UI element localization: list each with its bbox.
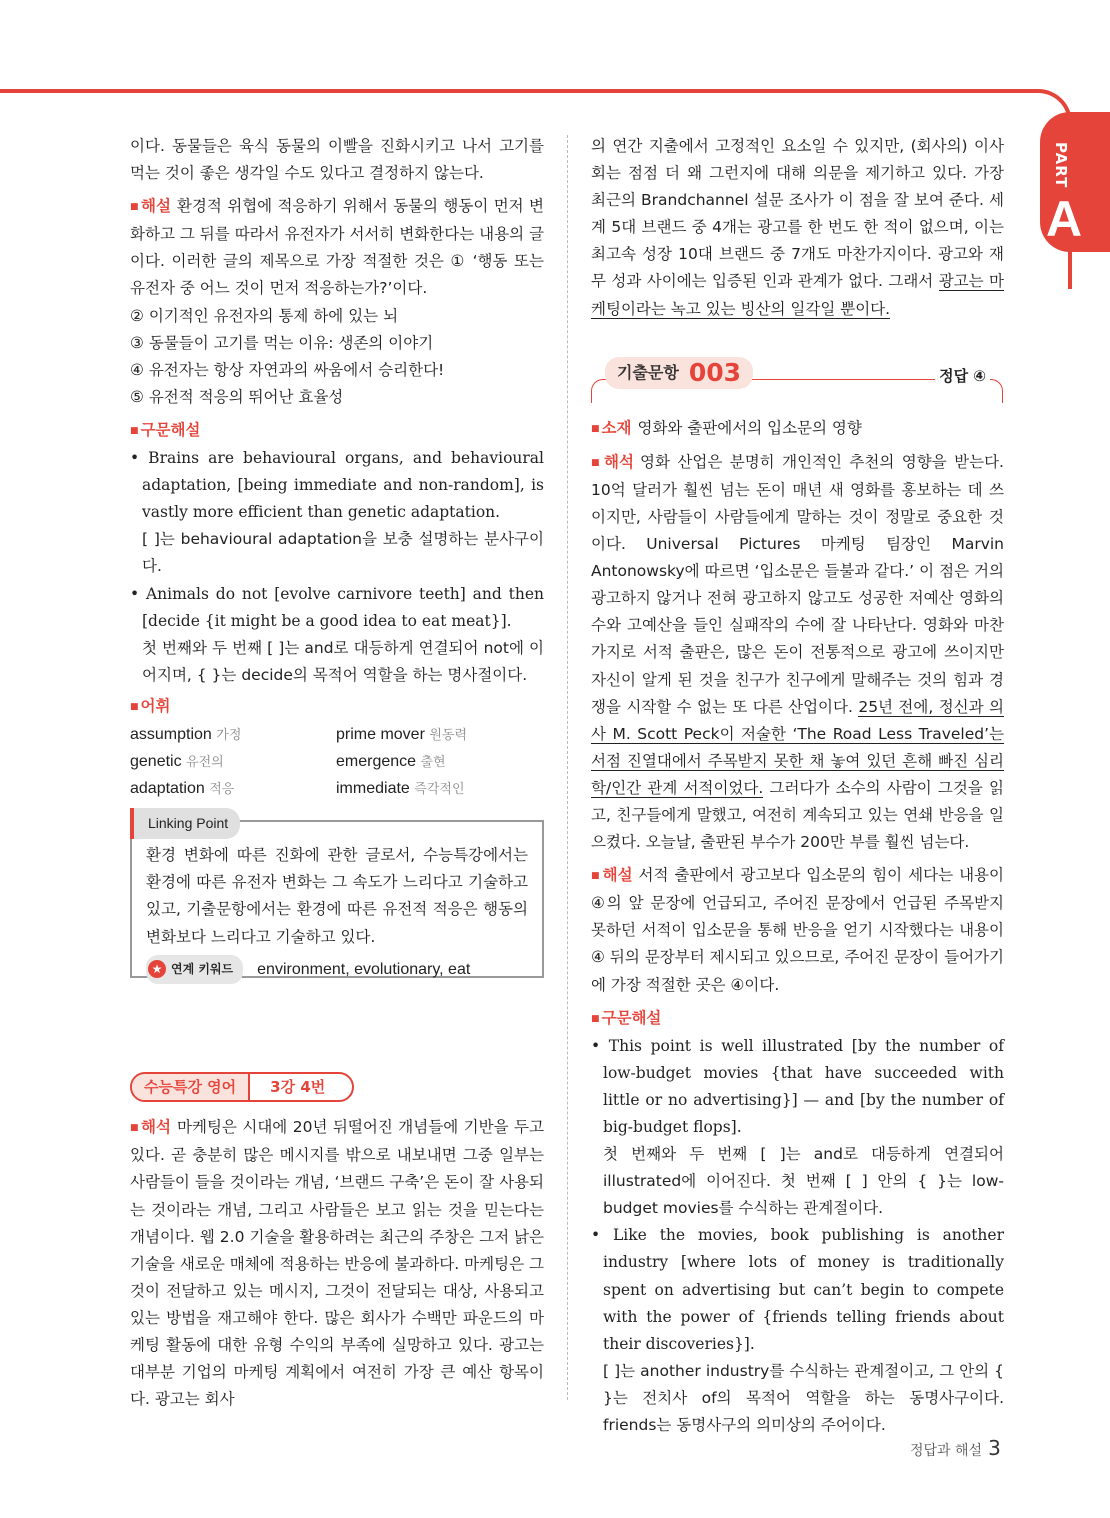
haeseol-label: ■ 해설 bbox=[130, 197, 171, 215]
haeseol-block bbox=[130, 193, 544, 302]
underlined-sentence: 25년 전에, 정신과 의사 M. Scott Peck이 저술한 ‘The Road Less Traveled’는 서점 진열대에서 주목받지 못한 채 놓여 있던 흔해 빠진 심리학/인간 관계 서적이었다. bbox=[591, 697, 1004, 797]
vocab-list bbox=[130, 721, 544, 802]
answer-label: 정답 ④ bbox=[935, 363, 990, 390]
vocab-item: genetic 유전의 bbox=[130, 753, 224, 771]
linking-point-text: 환경 변화에 따른 진화에 관한 글로서, 수능특강에서는 환경에 따른 유전자 변화는 그 속도가 느리다고 기술하고 있고, 기출문항에서는 환경에 따른 유전적 적응은 행동의 변화보다 느리다고 기술하고 있다. bbox=[146, 846, 528, 946]
haeseok-block bbox=[130, 1114, 544, 1413]
vocab-item: immediate 즉각적인 bbox=[336, 780, 465, 798]
haeseok-label: ■ 해석 bbox=[130, 1118, 171, 1136]
option-5: ⑤ 유전적 적응의 뛰어난 효율성 bbox=[130, 387, 344, 406]
vocab-label: ■ 어휘 bbox=[130, 697, 170, 715]
continued-text: 의 연간 지출에서 고정적인 요소일 수 있지만, (회사의) 이사회는 점점 더 왜 그런지에 대해 의문을 제기하고 있다. 가장 최근의 Brandchannel 설문 조사가 이 점을 잘 보여 준다. 세계 5대 브랜드 중 4개는 광고를 한 번도 한 적이 없으며, 이는 최고속 성장 10대 브랜드 중 7개도 마찬가지이다. 광고와 재무 성과 사이에는 입증된 인과 관계가 없다. 그래서 광고는 마케팅이라는 녹고 있는 빙산의 일각일 뿐이다. bbox=[591, 137, 1004, 318]
option-4: ④ 유전자는 항상 자연과의 싸움에서 승리한다! bbox=[130, 360, 445, 379]
vocab-item: adaptation 적응 bbox=[130, 780, 235, 798]
part-letter: A bbox=[1046, 191, 1083, 247]
gumun-note-1: [ ]는 behavioural adaptation을 보충 설명하는 분사구이다. bbox=[142, 530, 544, 576]
option-3: ③ 동물들이 고기를 먹는 이유: 생존의 이야기 bbox=[130, 333, 434, 352]
keyword-badge: ★ 연계 키워드 bbox=[146, 955, 243, 984]
sojae-block: ■ 소재 영화와 출판에서의 입소문의 영향 bbox=[591, 415, 1004, 443]
page-number: 3 bbox=[988, 1436, 1001, 1460]
vocab-item: assumption 가정 bbox=[130, 725, 242, 743]
option-2: ② 이기적인 유전자의 통제 하에 있는 뇌 bbox=[130, 306, 399, 325]
haeseok-text: 마케팅은 시대에 20년 뒤떨어진 개념들에 기반을 두고 있다. 곧 충분히 많은 메시지를 밖으로 내보내면 그중 일부는 사람들이 들을 것이라는 개념, ‘브랜드 구축’은 돈이 잘 사용되는 것이라는 개념, 그리고 사람들은 보고 읽는 것을 믿는다는 개념이다. 웹 2.0 기술을 활용하려는 최근의 주창은 그저 낡은 기술을 새로운 매체에 적용하는 반응에 불과하다. 마케팅은 그것이 전달하고 있는 메시지, 그것이 전달되는 대상, 사용되고 있는 방법을 재고해야 한다. 많은 회사가 수백만 파운드의 마케팅 활동에 대한 유형 수익의 부족에 실망하고 있다. 광고는 대부분 기업의 마케팅 계획에서 여전히 가장 큰 예산 항목이다. 광고는 회사 bbox=[130, 1118, 544, 1409]
haeseok-block: ■ 해석 영화 산업은 분명히 개인적인 추천의 영향을 받는다. 10억 달러가 훨씬 넘는 돈이 매년 새 영화를 홍보하는 데 쓰이지만, 사람들이 사람들에게 말하는 것이 정말로 중요한 것이다. Universal Pictures 마케팅 팀장인 Marvin Antonowsky에 따르면 ‘입소문은 들불과 같다.’ 이 점은 거의 광고하지 않거나 전혀 광고하지 않고도 성공한 저예산 영화의 수와 고예산을 들인 실패작의 수에 잘 나타난다. 영화와 마찬가지로 서적 출판은, 많은 돈이 전통적으로 광고에 쓰이지만 자신이 알게 된 것을 친구가 친구에게 말해주는 것의 힘과 경쟁을 시작할 수 없는 또 다른 산업이다. 25년 전에, 정신과 의사 M. Scott Peck이 저술한 ‘The Road Less Traveled’는 서점 진열대에서 주목받지 못한 채 놓여 있던 흔해 빠진 심리학/인간 관계 서적이었다. 그러다가 소수의 사람이 그것을 읽고, 친구들에게 말했고, 여전히 계속되고 있는 연쇄 반응을 일으켰다. 오늘날, 출판된 부수가 200만 부를 훨씬 넘는다. bbox=[591, 449, 1004, 856]
gumun-note-2: 첫 번째와 두 번째 [ ]는 and로 대등하게 연결되어 not에 이어지며, { }는 decide의 목적어 역할을 하는 명사절이다. bbox=[142, 638, 544, 684]
question-header bbox=[591, 353, 1004, 401]
gumun-sentence-2: • Animals do not [evolve carnivore teeth] and then [decide {it might be a good idea to eat meat}]. bbox=[130, 584, 544, 630]
haeseol-block: ■ 해설 서적 출판에서 광고보다 입소문의 힘이 세다는 내용이 ④의 앞 문장에 언급되고, 주어진 문장에서 언급된 주목받지 못하던 서적이 입소문을 통해 반응을 얻기 시작했다는 내용이 ④ 뒤의 문장부터 제시되고 있으므로, 주어진 문장이 들어가기에 가장 적절한 곳은 ④이다. bbox=[591, 862, 1004, 998]
keyword-text: environment, evolutionary, eat bbox=[257, 960, 471, 978]
gumun-note-2: [ ]는 another industry를 수식하는 관계절이고, 그 안의 { }는 전치사 of의 목적어 역할을 하는 동명사구이다. friends는 동명사구의 의미상의 주어이다. bbox=[603, 1361, 1004, 1435]
column-divider bbox=[567, 135, 568, 1400]
linking-point-box bbox=[130, 815, 544, 978]
gumun-label: ■ 구문해설 bbox=[591, 1009, 661, 1027]
source-book: 수능특강 영어 bbox=[132, 1074, 250, 1100]
vocab-item: prime mover 원동력 bbox=[336, 725, 468, 743]
question-number: 003 bbox=[688, 358, 742, 388]
linking-point-title: Linking Point bbox=[130, 808, 240, 839]
left-column bbox=[130, 133, 544, 1413]
haeseol-text: 환경적 위협에 적응하기 위해서 동물의 행동이 먼저 변화하고 그 뒤를 따라서 유전자가 서서히 변화한다는 내용의 글이다. 이러한 글의 제목으로 가장 적절한 것은 ① ‘행동 또는 유전자 중 어느 것이 먼저 적응하는가?’이다. bbox=[130, 197, 544, 298]
star-icon: ★ bbox=[148, 960, 166, 978]
gumun-sentence-2: • Like the movies, book publishing is another industry [where lots of money is traditionally spent on advertising but can’t begin to compete with the power of {friends telling friends about their discoveries}]. bbox=[591, 1226, 1004, 1353]
intro-text: 이다. 동물들은 육식 동물의 이빨을 진화시키고 나서 고기를 먹는 것이 좋은 생각일 수도 있다고 결정하지 않는다. bbox=[130, 137, 544, 183]
vocab-item: emergence 출현 bbox=[336, 753, 446, 771]
keyword-row bbox=[146, 955, 528, 984]
underlined-sentence: 광고는 마케팅이라는 녹고 있는 빙산의 일각일 뿐이다. bbox=[591, 272, 1004, 318]
question-pill bbox=[605, 357, 753, 389]
source-lesson: 3강 4번 bbox=[270, 1078, 326, 1097]
right-column bbox=[591, 133, 1004, 1439]
source-pill bbox=[130, 1072, 354, 1102]
question-title: 기출문항 bbox=[617, 363, 679, 383]
gumun-note-1: 첫 번째와 두 번째 [ ]는 and로 대등하게 연결되어 illustrated에 이어진다. 첫 번째 [ ] 안의 { }는 low-budget movies를 수식하는 관계절이다. bbox=[603, 1145, 1004, 1218]
part-label: PART bbox=[1052, 142, 1070, 189]
gumun-label: ■ 구문해설 bbox=[130, 421, 200, 439]
gumun-sentence-1: • Brains are behavioural organs, and behavioural adaptation, [being immediate and non-random], is vastly more efficient than genetic adaptation. bbox=[130, 449, 544, 522]
footer-label: 정답과 해설 bbox=[910, 1443, 983, 1459]
page-footer bbox=[910, 1436, 1001, 1460]
gumun-sentence-1: • This point is well illustrated [by the number of low-budget movies {that have succeeded with little or no advertising}] — and [by the number of big-budget flops]. bbox=[591, 1036, 1004, 1136]
